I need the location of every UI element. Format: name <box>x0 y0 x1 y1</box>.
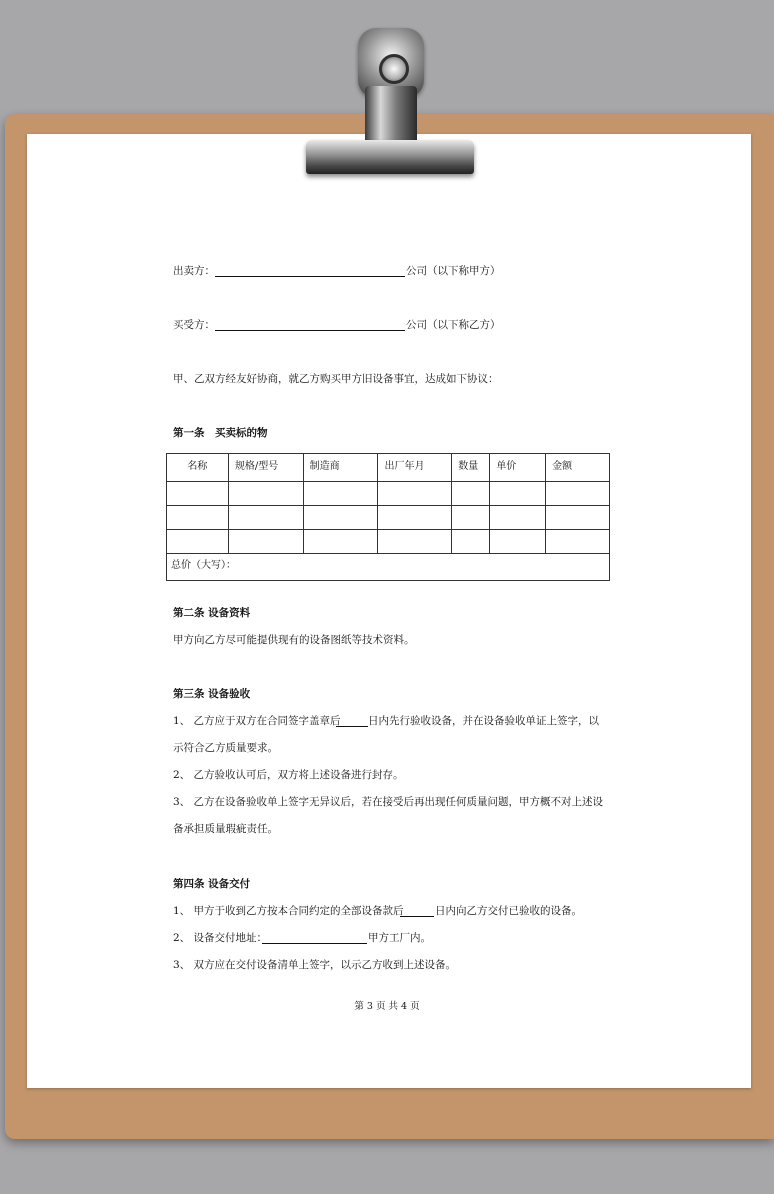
days-blank <box>400 916 434 917</box>
article-4-clause-2a: 2、 设备交付地址： <box>173 932 268 944</box>
buyer-label: 买受方： <box>173 319 215 331</box>
article-3-title: 第三条 设备验收 <box>173 688 251 700</box>
article-3-clause-1b: 日内先行验收设备，并在设备验收单证上签字，以 <box>368 715 599 727</box>
seller-suffix: 公司（以下称甲方） <box>406 265 501 277</box>
article-3-clause-3a: 3、 乙方在设备验收单上签字无异议后，若在接受后再出现任何质量问题，甲方概不对上述设 <box>173 796 604 808</box>
days-blank <box>336 726 368 727</box>
buyer-suffix: 公司（以下称乙方） <box>406 319 501 331</box>
page-number: 第 3 页 共 4 页 <box>354 1001 420 1012</box>
binder-clip-plate <box>306 140 474 174</box>
table-row <box>167 530 610 554</box>
article-4-clause-3: 3、 双方应在交付设备清单上签字，以示乙方收到上述设备。 <box>173 959 457 971</box>
seller-label: 出卖方： <box>173 265 215 277</box>
col-header-amount: 金额 <box>546 454 610 482</box>
article-4-clause-1b: 日内向乙方交付已验收的设备。 <box>435 905 582 917</box>
article-4-clause-2b: 甲方工厂内。 <box>368 932 431 944</box>
article-3-clause-1c: 示符合乙方质量要求。 <box>173 742 278 754</box>
table-row <box>167 482 610 506</box>
binder-clip-hole <box>379 54 409 84</box>
address-blank <box>262 943 367 944</box>
total-price-label: 总价（大写）： <box>167 554 610 581</box>
article-1-title: 第一条 买卖标的物 <box>173 427 268 439</box>
buyer-blank <box>215 330 405 331</box>
col-header-name: 名称 <box>167 454 229 482</box>
table-total-row <box>167 554 610 581</box>
article-4-title: 第四条 设备交付 <box>173 878 251 890</box>
article-2-text: 甲方向乙方尽可能提供现有的设备图纸等技术资料。 <box>173 634 415 646</box>
seller-blank <box>215 276 405 277</box>
table-row <box>167 506 610 530</box>
col-header-spec: 规格/型号 <box>228 454 303 482</box>
article-3-clause-1a: 1、 乙方应于双方在合同签字盖章后 <box>173 715 341 727</box>
col-header-qty: 数量 <box>452 454 490 482</box>
article-2-title: 第二条 设备资料 <box>173 607 251 619</box>
col-header-price: 单价 <box>490 454 546 482</box>
article-4-clause-1a: 1、 甲方于收到乙方按本合同约定的全部设备款后 <box>173 905 404 917</box>
article-3-clause-3b: 备承担质量瑕疵责任。 <box>173 823 278 835</box>
document-page <box>27 134 751 1088</box>
table-header-row <box>167 454 610 482</box>
goods-table <box>166 453 610 581</box>
intro-text: 甲、乙双方经友好协商，就乙方购买甲方旧设备事宜，达成如下协议： <box>173 373 499 385</box>
col-header-maker: 制造商 <box>303 454 378 482</box>
article-3-clause-2: 2、 乙方验收认可后，双方将上述设备进行封存。 <box>173 769 404 781</box>
binder-clip-neck <box>365 86 417 144</box>
col-header-date: 出厂年月 <box>378 454 452 482</box>
